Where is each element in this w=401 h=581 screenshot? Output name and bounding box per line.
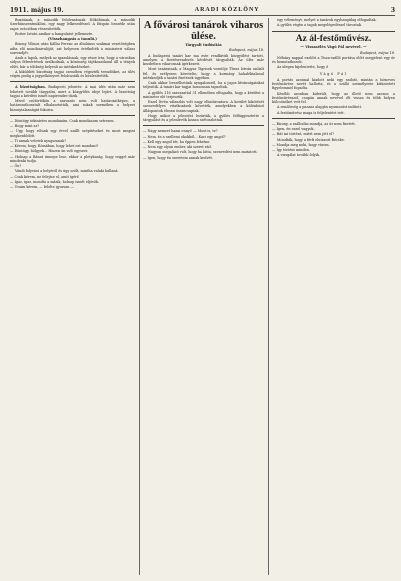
dialogue-line: — Uraim kérem, — felelte gyorsan — — [10, 185, 74, 189]
article-paragraph: Rotter István amikor a hangulatot jellemezte. — [15, 31, 94, 36]
article-paragraph: A gyűlés végén a tagok megelégedéssel távoztak. — [277, 23, 363, 28]
article-paragraph: Hogy mikor a jelentést lezárták, a gyűlés felfüggesztette a tárgyalást és a jelenlevők lassan szétoszlottak. — [143, 113, 264, 123]
dialogue-line: — Döntögy, hölgyek... Hiszen ön volt egyszer. — [10, 149, 88, 154]
dialogue-line: Nagyon megalázó volt, hogy ha látta, szenvedést nem mutatott. — [148, 150, 258, 155]
dialogue-line: — Úgy, hogy rólunk egy évvel szállt szépítéseket és most megint megkezdődött. — [10, 129, 135, 138]
dialogue-line: — Nem egy olyan ember, aki szeret rád. — [143, 145, 212, 150]
article-headline: A fővárosi tanárok viharos ülése. — [143, 20, 264, 43]
dialogue-line: — Hát mi történt, miért nem jött el? — [272, 132, 335, 137]
article-paragraph: Később azonban kiderült, hogy az illető nem azonos a festőművésszel, csupán annak nevével élt vissza és több helyen kölcsönöket vett fel. — [272, 91, 395, 105]
article-headline: Az ál-festőművész. — [295, 33, 372, 44]
article-paragraph: Ezzel lévén válaszlás volt nagy elhatározásra. A kerület kikötését szenvedélyes vitatkozások követték, amelyekben a különböző álláspontok élesen összecsaptak. — [143, 100, 264, 113]
article-dateline: Budapest, május 18. — [360, 50, 395, 55]
column-2 — [139, 18, 264, 575]
dialogue-line: — Így történt minden. — [272, 148, 310, 153]
dialogue-line: — Igen, én ezzel vagyok. — [272, 127, 315, 132]
article-subline: — Visszaélés Vágó Pál nevével. — — [300, 45, 367, 50]
article-dateline: Budapest, május 18. — [229, 48, 264, 53]
article-paragraph: Csak akkor beszélhetünk nyugalomról, ha a jogos kívánságainkat teljesítik. A tanári kar tagjai hosszasan tapsoltak. — [143, 81, 264, 90]
dialogue-line: — Hogy mint az? — [10, 124, 40, 128]
issue-date: 1911. május 19. — [10, 6, 64, 14]
column-1 — [10, 18, 135, 575]
article-paragraph: A festőművész maga is feljelentést tett. — [277, 110, 345, 115]
divider — [10, 81, 135, 82]
dialogue-line: Mondták, hogy a férfi elutazott Bécsbe. — [277, 137, 345, 142]
article-paragraph: Bizony Vilmos után Kállai Ferenc az általános szakmai vezetőségben adta elő mondanivalóját, azt helyesen értékelték a miniszteri válasz sorrendjét. — [10, 42, 135, 55]
article-paragraph: Mivel csütörtökön a szavazás nem volt határozatképes, a határozathozatalt elhalasztották, ami sokak szemében a helyzet bizonytalanságát fokozta. — [10, 99, 135, 112]
dialogue-line: — Mondja meg neki, hogy várom. — [272, 142, 330, 147]
article-paragraph: A rendőrség a panasz alapján nyomozást indított. — [277, 105, 363, 110]
article-paragraph: A bizottságban. Budapesti jelentés: A mai ülés után már nem lehetett tovább tárgyalni, mert a közgyűlés ideje lejárt. A bizottság tagjai a kérdést ismét napirendre tűzik. — [10, 85, 135, 98]
dialogue-line: — Nem, és a szellemi okokból... Kari egy angol? — [143, 134, 226, 139]
page-number: 3 — [390, 6, 395, 14]
page-header — [10, 5, 395, 16]
article-paragraph: Az idegen kijelentette, hogy ő — [277, 65, 329, 70]
dialogue-line: — Nagy nemzet hazai ennyi! — Most is, te? — [143, 129, 218, 134]
masthead: ARADI KÖZLÖNY — [194, 7, 260, 13]
article-paragraph: A portás azonnal kiadott neki egy szobát, miután a hírneves festőművész nevét hallotta, és a szálló személyzete kitüntetett figyelemmel fogadta. — [272, 77, 395, 91]
article-paragraph: egy véleményt, melyet a tanárok egyhangúlag elfogadtak. — [277, 18, 377, 22]
article-paragraph: A kiküldött bizottság tagjai csendben végezték teendőiket, az ülés végén pedig a jegyzőkönyvet felolvasták és hitelesítették. — [10, 69, 135, 78]
article-subline: Tárgyalt tudósítás — [185, 43, 222, 48]
column-3 — [268, 18, 395, 575]
article-paragraph: Buzitának, a második felolvasásnak Hőköbának, a második Szerbánszentmiklósi, egy nagy lelkesedéssel. A föispán beszéde után zajos ovációban részesítették. — [10, 18, 135, 31]
dialogue-line: — Ön? — [10, 164, 22, 168]
dialogue-line: Vándi folyvást a helyéről és úgy szólt, mintha valaki hallaná. — [15, 169, 119, 174]
spaced-quote: Vágó Pál — [319, 71, 348, 76]
divider — [272, 31, 395, 32]
article-paragraph: Most tanárainak, a Magyar Tigrisek vezetője Thesz István szólalt fel, és erélyesen követelte, hogy a kormány haladéktalanul intézkedjék a tanári fizetések ügyében. — [143, 67, 264, 80]
dialogue-line: — Holnap a Bánat ünnepe lesz, ekkor a pletykaság, hogy reggel már mindenki tudja. — [10, 154, 135, 163]
article-paragraph: A budapesti tanári kar ma este rendkívüli közgyűlést tartott, amelyen a fizetésrendezés kérdését tárgyalták. Az ülés már kezdetben viharosnak ígérkezett. — [143, 53, 264, 67]
article-paragraph: Azok a lapok, melyek az igazolásnak, egy része írta, hogy a városban súlyos félreértések uralkodnak, a közönség tájékozatlanul áll a tények előtt, bár a többség helyesli az intézkedéseket. — [10, 56, 135, 69]
dialogue-line: — Igaz, igaz, mondta a másik, holnap ismét eljövök. — [10, 179, 100, 184]
dialogue-line: — Igen, hogy én szeretem annak kedvét. — [143, 155, 213, 160]
divider — [143, 125, 264, 126]
dialogue-line: — Ti annak veletek nyugszanak? — [10, 138, 67, 143]
article-paragraph: A gyűlés 116 szavazattal 31 ellenében elfogadta, hogy a kérdést a miniszter elé terjesztik. — [143, 90, 264, 99]
section-title: A bizottságban. — [15, 85, 46, 90]
divider — [10, 115, 135, 116]
divider — [272, 118, 395, 119]
section-subtitle: (Visszhangzás a tanuló.) — [47, 37, 98, 41]
dialogue-line: — Kell egy angol tér, ha éppen lehetne. — [143, 139, 211, 144]
dialogue-line: — Kérem, hogy, Rómában, hogy lehet ezt mondani? — [10, 144, 99, 148]
dialogue-line: — Bizony, a szállodás mondja, az úr nem fizetett. — [272, 121, 356, 126]
dialogue-line: A vizsgálat tovább folyik. — [277, 153, 321, 158]
dialogue-line: — Csak kérem, ne felejtse el, amit ígért! — [10, 174, 80, 179]
article-paragraph: Néhány nappal ezelőtt a Tisza-szálló portása előtt megjelent egy úr és bemutatkozott. — [272, 55, 395, 65]
dialogue-line: — Döntögy tekintetes mondanám. Csak mondanom szívesen. — [10, 118, 115, 123]
